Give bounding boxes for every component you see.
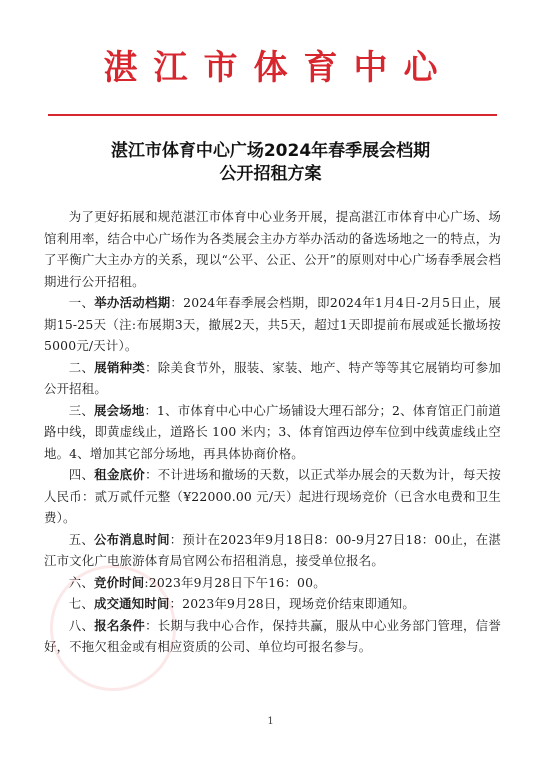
section-1-label: 一、 — [68, 295, 95, 310]
section-2 — [44, 357, 501, 400]
section-6-title: 竞价时间 — [93, 574, 145, 590]
intro-paragraph: 为了更好拓展和规范湛江市体育中心业务开展，提高湛江市体育中心广场、场馆利用率，结合中心广场作为各类展会主办方举办活动的备选场地之一的特点，为了平衡广大主办方的关系，现以“公平、公正、公开”的原则对中心广场春季展会档期进行公开招租。 — [44, 209, 501, 289]
section-8-title: 报名条件 — [94, 617, 146, 633]
document-title — [40, 140, 501, 186]
section-1 — [44, 292, 501, 357]
section-8-text: ：长期与我中心合作，保持共赢，服从中心业务部门管理，信誉好，不拖欠租金或有相应资质的公司、单位均可报名参与。 — [44, 617, 501, 654]
page-number: 1 — [267, 716, 274, 727]
section-3 — [44, 400, 501, 465]
document-title-line-2: 公开招租方案 — [219, 164, 322, 184]
section-1-title: 举办活动档期 — [94, 295, 171, 310]
section-2-text: ：除美食节外，服装、家装、地产、特产等等其它展销均可参加公开招租。 — [44, 359, 501, 396]
section-4 — [44, 464, 501, 529]
section-3-text: ：1、市体育中心中心广场铺设大理石部分；2、体育馆正门前道路中线，即黄虚线止，道路长 100 米内；3、体育馆西边停车位到中线黄虚线止空地。4、增加其它部分场地，再具体协商价格。 — [44, 402, 501, 461]
section-3-label: 三、 — [68, 402, 95, 418]
section-5-title: 公布消息时间 — [94, 531, 170, 547]
document-title-line-1: 湛江市体育中心广场2024年春季展会档期 — [110, 141, 431, 161]
section-7 — [44, 593, 501, 615]
section-2-label: 二、 — [68, 359, 95, 375]
section-7-text: ：2023年9月28日，现场竞价结束即通知。 — [169, 596, 415, 611]
document-body — [44, 206, 501, 658]
section-1-text: ：2024年春季展会档期，即2024年1月4日-2月5日止，展期15-25天（注:布展期3天，撤展2天，共5天，超过1天即提前布展或延长撤场按 5000元/天计）。 — [44, 295, 501, 353]
letterhead-divider — [48, 114, 497, 116]
section-4-title: 租金底价 — [94, 467, 146, 482]
letterhead-title: 湛江市体育中心 — [103, 48, 454, 88]
section-2-title: 展销种类 — [94, 359, 146, 375]
section-3-title: 展会场地 — [94, 402, 145, 418]
section-8 — [44, 615, 501, 658]
section-7-label: 七、 — [68, 596, 94, 611]
section-6-label: 六、 — [68, 574, 94, 590]
section-5-label: 五、 — [68, 531, 95, 547]
section-5 — [44, 529, 501, 572]
section-7-title: 成交通知时间 — [93, 596, 170, 611]
section-4-text: ：不计进场和撤场的天数，以正式举办展会的天数为计，每天按人民币：贰万贰仟元整（¥22000.00 元/天）起进行现场竞价（已含水电费和卫生费）。 — [44, 467, 501, 525]
section-6 — [44, 572, 501, 594]
section-5-text: ：预计在2023年9月18日8：00-9月27日18：00止，在湛江市文化广电旅游体育局官网公布招租消息，接受单位报名。 — [44, 531, 501, 568]
section-4-label: 四、 — [68, 467, 95, 482]
section-6-text: :2023年9月28日下午16：00。 — [144, 574, 326, 590]
section-8-label: 八、 — [68, 617, 95, 633]
